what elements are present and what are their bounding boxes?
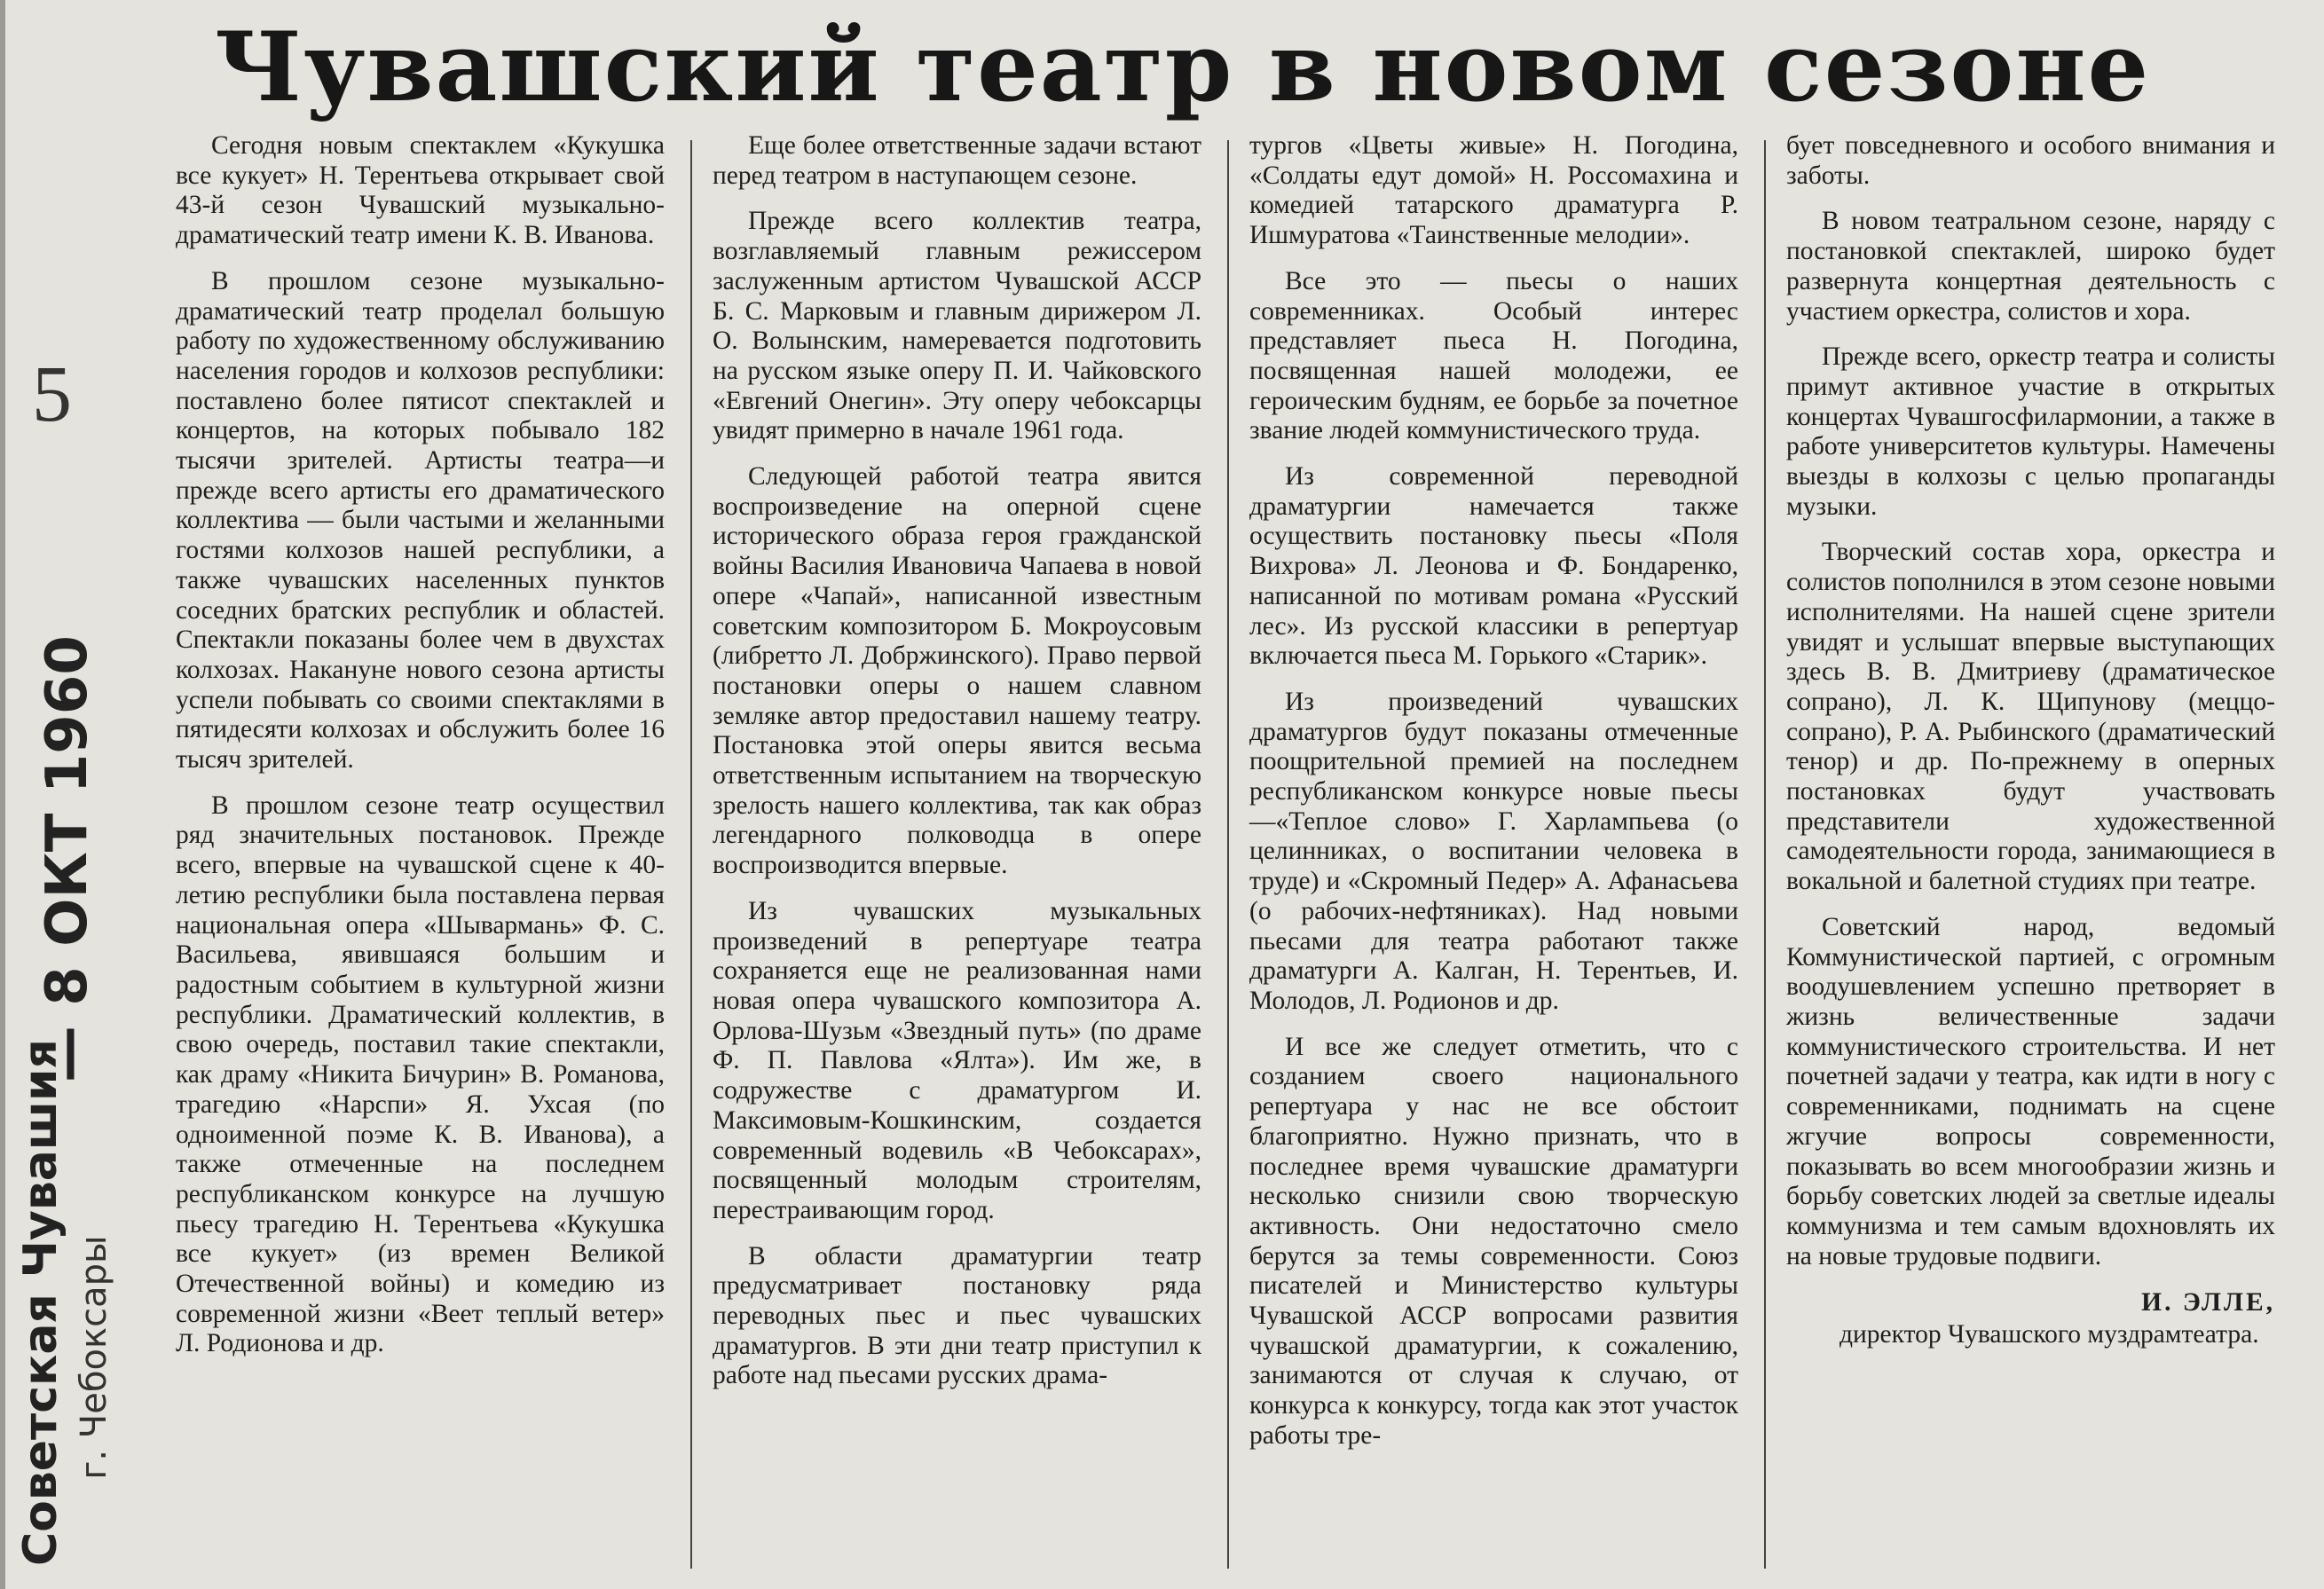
column-divider [1764, 140, 1766, 1569]
paragraph: Сегодня новым спектаклем «Кукушка все кукует» Н. Терентьева открывает свой 43-й сезон Чувашский музыкально-драматический театр имени К. В. Иванова. [176, 131, 665, 250]
paragraph: В прошлом сезоне театр осуществил ряд значительных постановок. Прежде всего, впервые на чувашской сцене к 40-летию республики была поставлена первая национальная опера «Шывармань» Ф. С. Васильева, явившаяся большим и радостным событием в культурной жизни республики. Драматический коллектив, в свою очередь, поставил такие спектакли, как драму «Никита Бичурин» В. Романова, трагедию «Нарспи» Я. Ухсая (по одноименной поэме К. В. Иванова), а также отмеченные на последнем республиканском конкурсе на лучшую пьесу трагедию Н. Терентьева «Кукушка все кукует» (из времен Великой Отечественной войны) и комедию из современной жизни «Веет теплый ветер» Л. Родионова и др. [176, 791, 665, 1358]
paragraph: тургов «Цветы живые» Н. Погодина, «Солдаты едут домой» Н. Россомахина и комедией татарского драматурга Р. Ишмуратова «Таинственные мелодии». [1249, 131, 1738, 250]
paragraph: Все это — пьесы о наших современниках. Особый интерес представляет пьеса Н. Погодина, посвященная нашей молодежи, ее героическим будням, ее борьбе за почетное звание людей коммунистического труда. [1249, 266, 1738, 445]
headline: Чувашский театр в новом сезоне [214, 12, 2151, 123]
city-stamp: г. Чебоксары [74, 1235, 114, 1480]
paragraph: И все же следует отметить, что с созданием своего национального репертуара у нас не все обстоит благоприятно. Нужно признать, что в последнее время чувашские драматурги несколько снизили свою творческую активность. Они недостаточно смело берутся за темы современности. Союз писателей и Министерство культуры Чувашской АССР вопросами развития чувашской драматургии, к сожалению, занимаются от случая к случаю, от конкурса к конкурсу, тогда как этот участок работы тре- [1249, 1032, 1738, 1450]
paragraph: Прежде всего, оркестр театра и солисты примут активное участие в открытых концертах Чувашгосфилармонии, а также в работе университетов культуры. Намечены выезды в колхозы с целью пропаганды музыки. [1786, 342, 2275, 521]
column-divider [690, 140, 692, 1569]
paragraph: Из чувашских музыкальных произведений в репертуаре театра сохраняется еще не реализованная нами новая опера чувашского композитора А. Орлова-Шузьм «Звездный путь» (по драме Ф. П. Павлова «Ялта»). Им же, в содружестве с драматургом И. Максимовым-Кошкинским, создается современный водевиль «В Чебоксарах», посвященный молодым строителям, перестраивающим город. [713, 896, 1201, 1224]
paragraph: Прежде всего коллектив театра, возглавляемый главным режиссером заслуженным артистом Чувашской АССР Б. С. Марковым и главным дирижером Л. О. Волынским, намеревается подготовить на русском языке оперу П. И. Чайковского «Евгений Онегин». Эту оперу чебоксарцы увидят примерно в начале 1961 года. [713, 207, 1201, 445]
paragraph: бует повседневного и особого внимания и заботы. [1786, 131, 2275, 190]
column-2 [702, 131, 1212, 1582]
article-body [165, 131, 2312, 1582]
paragraph: Творческий состав хора, оркестра и солистов пополнился в этом сезоне новыми исполнителями. На нашей сцене зрители увидят и услышат впервые выступающих здесь В. В. Дмитриеву (драматическое сопрано), Л. К. Щипунову (меццо-сопрано), Р. А. Рыбинского (драматический тенор) и др. По-прежнему в оперных постановках будут участвовать представители художественной самодеятельности города, занимающиеся в вокальной и балетной студиях при театре. [1786, 538, 2275, 896]
paragraph: В области драматургии театр предусматривает постановку ряда переводных пьес и пьес чувашских драматургов. В эти дни театр приступил к работе над пьесами русских драма- [713, 1241, 1201, 1390]
column-divider [1227, 140, 1229, 1569]
column-1 [165, 131, 675, 1582]
paragraph: Следующей работой театра явится воспроизведение на оперной сцене исторического образа героя гражданской войны Василия Ивановича Чапаева в новой опере «Чапай», написанной известным советским композитором Б. Мокроусовым (либретто Л. Добржинского). Право первой постановки оперы о нашем славном земляке автор предоставил нашему театру. Постановка этой оперы явится весьма ответственным испытанием на творческую зрелость нашего коллектива, так как образ легендарного полководца в опере воспроизводится впервые. [713, 462, 1201, 880]
handwritten-mark: 5 [32, 350, 72, 438]
date-stamp: — 8 ОКТ 1960 [35, 635, 100, 1082]
newspaper-name-stamp: Советская Чувашия [14, 1039, 67, 1566]
author-title: директор Чувашского муздрамтеатра. [1840, 1320, 2259, 1349]
column-3 [1239, 131, 1749, 1582]
paragraph: В прошлом сезоне музыкально-драматический театр проделал большую работу по художественному обслуживанию населения городов и колхозов республики: поставлено более пятисот спектаклей и концертов, на которых побывало 182 тысячи зрителей. Артисты театра—и прежде всего артисты его драматического коллектива — были частыми и желанными гостями колхозов нашей республики, а также чувашских населенных пунктов соседних братских республик и областей. Спектакли показаны более чем в двухстах колхозах. Накануне нового сезона артисты успели побывать со своими спектаклями в пятидесяти колхозах и обслужить более 16 тысяч зрителей. [176, 266, 665, 775]
author-signature: И. ЭЛЛЕ, [2141, 1288, 2275, 1318]
paragraph: Советский народ, ведомый Коммунистической партией, с огромным воодушевлением успешно претворяет в жизнь величественные задачи коммунистического строительства. И нет почетней задачи у театра, как идти в ногу с современниками, поднимать на сцене жгучие вопросы современности, показывать во всем многообразии жизнь и борьбу советских людей за светлые идеалы коммунизма и тем самым вдохновлять их на новые трудовые подвиги. [1786, 912, 2275, 1270]
paragraph: Еще более ответственные задачи встают перед театром в наступающем сезоне. [713, 131, 1201, 190]
paragraph: В новом театральном сезоне, наряду с постановкой спектаклей, широко будет развернута концертная деятельность с участием оркестра, солистов и хора. [1786, 207, 2275, 326]
column-4 [1776, 131, 2286, 1582]
paragraph: Из современной переводной драматургии намечается также осуществить постановку пьесы «Поля Вихрова» Л. Леонова и Ф. Бондаренко, написанной по мотивам романа «Русский лес». Из русской классики в репертуар включается пьеса М. Горького «Старик». [1249, 462, 1738, 671]
margin-annotations [5, 142, 165, 1589]
paragraph: Из произведений чувашских драматургов будут показаны отмеченные поощрительной премией на последнем республиканском конкурсе новые пьесы—«Теплое слово» Г. Харлампьева (о целинниках, о воспитании человека в труде) и «Скромный Педер» А. Афанасьева (о рабочих-нефтяниках). Над новыми пьесами для театра работают также драматурги А. Калган, Н. Терентьев, И. Молодов, Л. Родионов и др. [1249, 687, 1738, 1015]
